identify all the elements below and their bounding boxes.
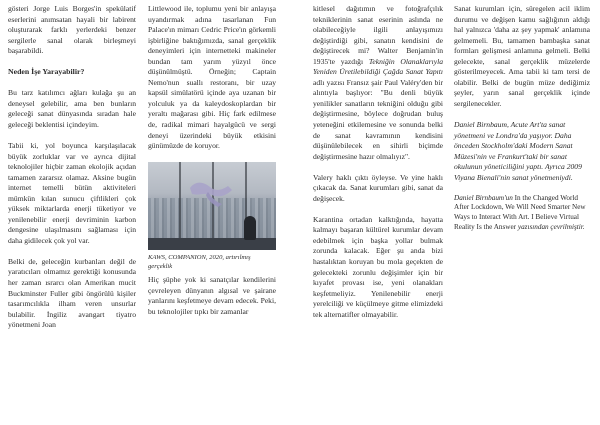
paragraph: Hiç şüphe yok ki sanatçılar kendilerini çevreleyen dünyanın algısal ve şairane yanlarını keşfetmeye devam edecek. Peki, bu teknolojiler tıpkı bir zamanlar [148,275,276,316]
author-bio: Daniel Birnbaum, Acute Art'ta sanat yönetmeni ve Londra'da yaşıyor. Daha önceden Stockholm'daki Modern Sanat Müzesi'nin ve Frankurt'taki bir sanat okulunun yöneticiliğini yaptı. Ayrıca 2009 Viyana Bienali'nin sanat yönetmeniydi. [454,119,582,182]
text-column-3 [313,4,443,331]
paragraph-text: kitlesel dağıtımın ve fotoğrafçılık tekniklerinin sanat eserinin aslında ne olabileceğiyle ilgili anlayışımızı değiştirdiği gibi, sanatın kendisini de değiştirecek mi? Walter Benjamin'in 1935'te yazdığı [313,4,443,66]
paragraph: Bu tarz katılımcı ağları kulağa şu an deneysel gelebilir, ama ben bunların geleceği sanat dünyasında sıradan hale geleceği beklentisi içindeyim. [8,88,136,129]
translation-note-text: Daniel Birnbaum'un [454,193,515,202]
image-caption: KAWS, COMPANION, 2020, artırılmış gerçeklik [148,254,251,271]
paragraph [313,4,443,162]
paragraph: Valery haklı çıktı öyleyse. Ve yine haklı çıkacak da. Sanat kurumları gibi, sanat da değişecek. [313,172,443,203]
translation-note-text: yazısından çevrilmiştir. [516,222,585,231]
paragraph-text: adlı yazısı Fransız şair Paul Valéry'den bir alıntıyla başlıyor: "Bu denli büyük yenilikler sanatların tekniğini olduğu gibi değiştirmesine, böylece doğrudan buluş yeteneğini etkilemesine ve sonunda belki de sanat kavramının kendisini düşünülebilecek en sihirli biçimde değiştirmesine hazır olmalıyız". [313,77,443,161]
paragraph: Karantina ortadan kalktığında, hayatta kalmayı başaran kültürel kurumlar devam edebilmek için başka yollar bulmak zorunda kalacak. Eğer şu anda bizi hastalıktan koruyan bu mola geçekten de gelecekteki zorunlu değişimler için bir kıyafet provası ise, yeni olanakları keşfetmeliyiz. Yenilenebilir enerji yerelciliği ve küçülmeye gitme elimizdeki tek alternatifler olmayabilir. [313,214,443,319]
source-title: In the Changed World After Lockdown, We Will Need Smarter New Ways to Interact With Art. I Believe Virtual Reality Is the Answer [454,193,586,231]
paragraph: Sanat kurumları için, süregelen acil iklim durumu ve değişen kamu sağlığının aldığı hal yalnızca 'daha az şey yapmak' anlamına gelmemeli. Bu, tamamen bambaşka sanat formları gelişmesi anlamına gelmeli. Belki gelecekte, sanal gerçeklik müzelerde gösterilmeyecek. Ama tabii ki tam tersi de olabilir. Belki de bugün müze dediğimiz şeyler, yarın sanal gerçeklik içinde sergilenecekler. [454,4,590,108]
text-column-1 [8,4,136,341]
floating-figure-sculpture [188,178,234,208]
paragraph: Tabii ki, yol boyunca karşılaşılacak büyük zorluklar var ve ayrıca dijital teknolojiler hiçbir zaman ekolojik açıdan tamamen zararsız olamaz. Aksine bugün internet temelli bütün aktiviteleri mümkün kılan sunucu çiftlikleri çok yüksek miktarlarda enerji tüketiyor ve yenilenebilir enerji devriminin karbon dengesine ulaşılmasını sağlaması için daha gidilecek çok yol var. [8,140,136,245]
text-column-2 [148,4,276,328]
artwork-photo [148,162,276,250]
paragraph: Littlewood ile, toplumu yeni bir anlayışa uyandırmak adına tasarlanan Fun Palace'ın mimarı Cedric Price'ın görkemli işbirliğine baktığımızda, sanal gerçeklik deneyimleri için internetteki makineler bundan tam yarım yüzyıl önce düşünülmüştü. Örneğin; Captain Nemo'nun suallı restoranı, bir uzay kapsül simülatörü içinde aya uzanan bir yolculuk ya da kaleydoskoplardan bir yeraltı mağarası gibi. Hiç fark edilmese de, radikal mimari hayalgücü ve sergi deneyi üzerindeki büyük etkisini günümüzde de koruyor. [148,4,276,151]
text-column-4 [454,4,590,243]
essay-title: Tekniğin Olanaklarıyla Yeniden Üretilebildiği Çağda Sanat Yapıtı [313,56,443,77]
paragraph: gösteri Jorge Luis Borges'in spekülatif eserlerini anımsatan hayali bir labirent oluşturarak farklı yerlerdeki benzer sergilerle sanal olarak birleşmeyi başarabildi. [8,4,136,56]
viewer-silhouette [244,216,256,240]
section-heading: Neden İşe Yarayabilir? [8,67,85,77]
translation-note [454,194,590,232]
floor-shadow [148,238,276,250]
paragraph: Belki de, geleceğin kurbanları değil de yaratıcıları olmamız gerektiği konusunda her zaman ısrarcı olan Amerikan mucit Buckminster Fuller gibi öngörülü kişiler tasarımcılıkla ilham veren unsurlar bulabilir. İngiliz avangart tiyatro yönetmeni Joan [8,256,136,330]
